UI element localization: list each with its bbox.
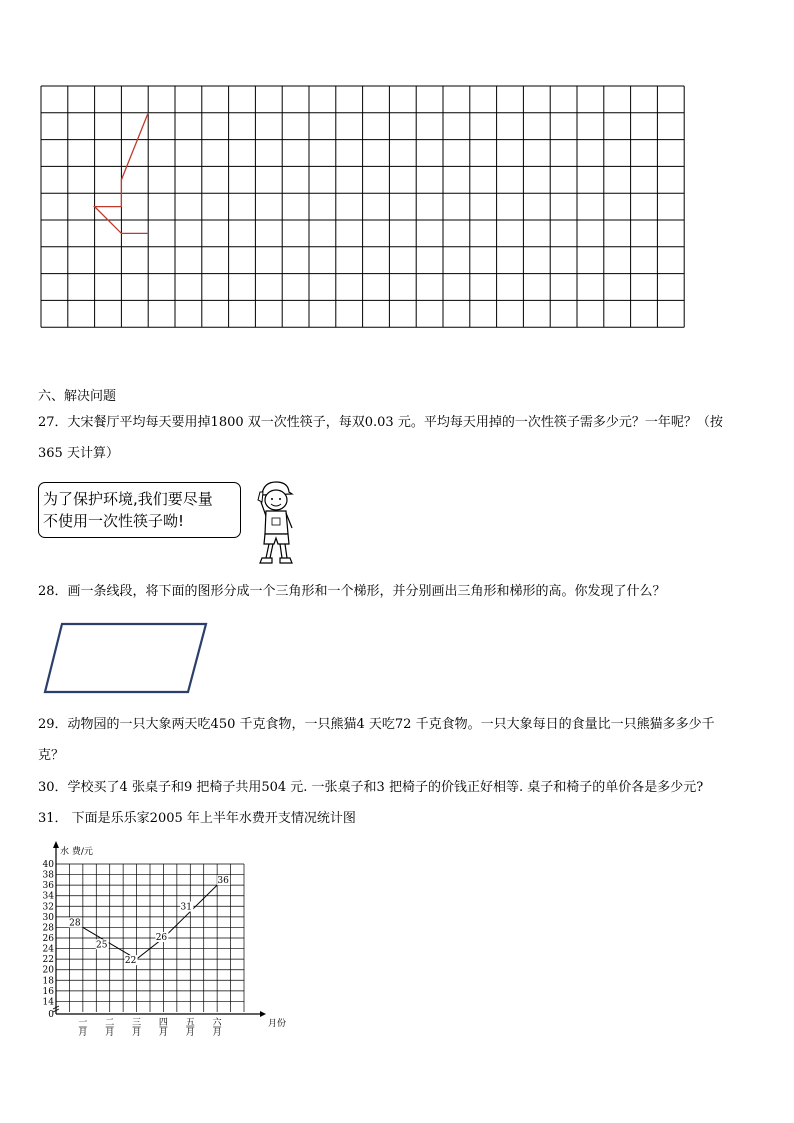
y-tick-label: 24 — [42, 944, 54, 955]
y-tick-label: 28 — [42, 923, 54, 934]
data-label: 26 — [155, 933, 168, 943]
y-tick-label: 32 — [42, 902, 54, 913]
x-category-label: 月 — [158, 1028, 168, 1038]
x-category-label: 一 — [78, 1018, 88, 1028]
question-27-line2: 365 天计算） — [38, 446, 119, 461]
x-category-label: 月 — [105, 1028, 115, 1038]
y-tick-label: 0 — [48, 1010, 54, 1020]
x-category-label: 月 — [212, 1028, 222, 1038]
x-category-label: 三 — [132, 1018, 142, 1028]
y-tick-label: 40 — [42, 860, 54, 870]
y-tick-label: 38 — [42, 870, 54, 881]
boy-illustration — [252, 478, 302, 566]
y-axis-arrow — [53, 841, 59, 848]
y-tick-label: 30 — [42, 912, 54, 923]
data-label: 36 — [217, 876, 229, 887]
x-category-label: 六 — [212, 1018, 222, 1028]
x-category-label: 月 — [78, 1028, 88, 1038]
y-tick-label: 18 — [42, 976, 54, 987]
speech-bubble — [38, 482, 241, 538]
data-label: 28 — [69, 918, 81, 929]
question-31: 31． 下面是乐乐家2005 年上半年水费开支情况统计图 — [38, 811, 356, 826]
question-27-line1: 27．大宋餐厅平均每天要用掉1800 双一次性筷子，每双0.03 元。平均每天用掉的一次性筷子需多少元？一年呢？（按 — [38, 415, 723, 430]
section-heading: 六、解决问题 — [38, 389, 117, 404]
y-tick-label: 22 — [42, 955, 54, 966]
question-29-line1: 29．动物园的一只大象两天吃450 千克食物，一只熊猫4 天吃72 千克食物。一只大象每日的食量比一只熊猫多多少千 — [38, 717, 715, 732]
y-tick-label: 20 — [42, 965, 54, 976]
question-29-line2: 克？ — [38, 748, 65, 763]
data-label: 31 — [180, 902, 193, 913]
x-category-label: 二 — [105, 1018, 115, 1028]
y-tick-label: 26 — [42, 934, 54, 944]
y-tick-label: 34 — [42, 891, 54, 902]
x-axis-label: 月份 — [268, 1019, 287, 1029]
question-28: 28．画一条线段，将下面的图形分成一个三角形和一个梯形，并分别画出三角形和梯形的高。你发现了什么？ — [38, 584, 666, 599]
parallelogram-shape — [45, 624, 206, 692]
speech-bubble-line2: 不使用一次性筷子呦! — [43, 512, 185, 530]
y-tick-label: 36 — [42, 881, 54, 892]
x-category-label: 月 — [185, 1028, 195, 1038]
y-tick-label: 16 — [42, 986, 54, 997]
x-category-label: 月 — [132, 1028, 142, 1038]
parallelogram-figure — [40, 618, 212, 698]
x-axis-arrow — [260, 1011, 266, 1017]
y-tick-label: 14 — [42, 997, 54, 1008]
water-fee-line-chart — [30, 838, 287, 1038]
x-category-label: 五 — [185, 1018, 195, 1028]
speech-bubble-line1: 为了保护环境,我们要尽量 — [43, 490, 213, 508]
question-30: 30．学校买了4 张桌子和9 把椅子共用504 元. 一张桌子和3 把椅子的价钱正好相等. 桌子和椅子的单价各是多少元? — [38, 780, 704, 795]
x-category-label: 四 — [158, 1018, 168, 1028]
data-label: 25 — [95, 940, 108, 951]
drawing-grid — [0, 0, 794, 380]
data-label: 22 — [124, 956, 137, 967]
y-axis-label: 水 费/元 — [60, 847, 93, 857]
